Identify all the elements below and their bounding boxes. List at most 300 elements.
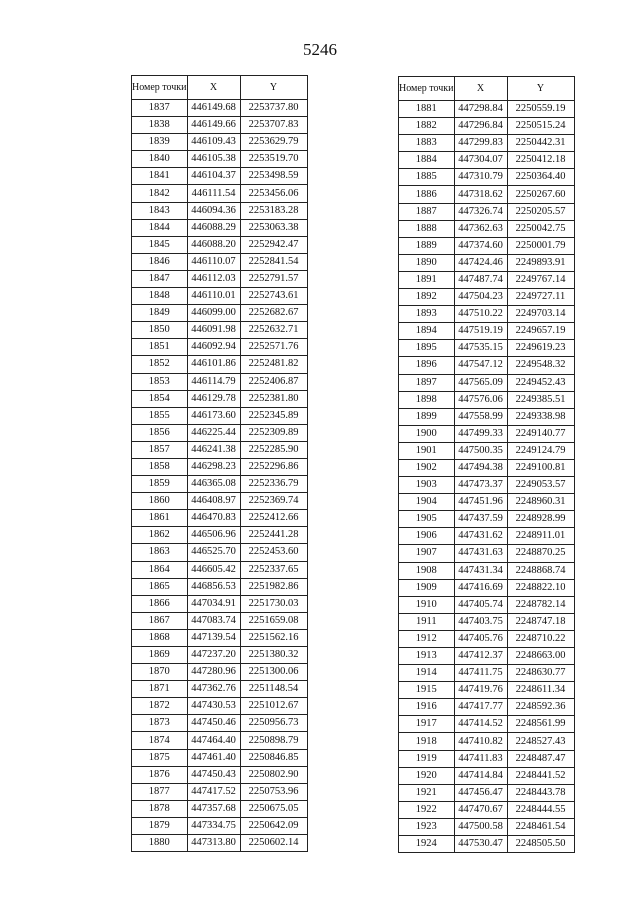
y-coordinate-cell: 2250802.90 — [240, 766, 307, 783]
x-coordinate-cell: 446088.20 — [187, 236, 240, 253]
x-coordinate-cell: 447139.54 — [187, 629, 240, 646]
header-point-number: Номер точки — [132, 76, 188, 100]
table-row — [132, 202, 308, 219]
table-row — [399, 596, 575, 613]
point-number-cell: 1893 — [399, 306, 455, 323]
point-number-cell: 1855 — [132, 407, 188, 424]
point-number-cell: 1881 — [399, 101, 455, 118]
table-row — [399, 118, 575, 135]
point-number-cell: 1896 — [399, 357, 455, 374]
y-coordinate-cell: 2249767.14 — [507, 271, 574, 288]
table-row — [399, 289, 575, 306]
y-coordinate-cell: 2250956.73 — [240, 715, 307, 732]
table-row — [132, 664, 308, 681]
y-coordinate-cell: 2249657.19 — [507, 323, 574, 340]
y-coordinate-cell: 2252336.79 — [240, 476, 307, 493]
y-coordinate-cell: 2248710.22 — [507, 630, 574, 647]
point-number-cell: 1858 — [132, 458, 188, 475]
x-coordinate-cell: 446104.37 — [187, 168, 240, 185]
y-coordinate-cell: 2252791.57 — [240, 270, 307, 287]
table-body-right — [399, 101, 575, 853]
table-row — [399, 716, 575, 733]
y-coordinate-cell: 2248747.18 — [507, 613, 574, 630]
x-coordinate-cell: 447464.40 — [187, 732, 240, 749]
y-coordinate-cell: 2248663.00 — [507, 648, 574, 665]
table-row — [399, 391, 575, 408]
y-coordinate-cell: 2249619.23 — [507, 340, 574, 357]
point-number-cell: 1879 — [132, 817, 188, 834]
y-coordinate-cell: 2248443.78 — [507, 784, 574, 801]
point-number-cell: 1901 — [399, 442, 455, 459]
x-coordinate-cell: 447450.43 — [187, 766, 240, 783]
y-coordinate-cell: 2250898.79 — [240, 732, 307, 749]
table-row — [399, 545, 575, 562]
table-row — [132, 100, 308, 117]
x-coordinate-cell: 446173.60 — [187, 407, 240, 424]
point-number-cell: 1891 — [399, 271, 455, 288]
y-coordinate-cell: 2248928.99 — [507, 511, 574, 528]
table-row — [132, 458, 308, 475]
x-coordinate-cell: 447414.52 — [454, 716, 507, 733]
x-coordinate-cell: 447326.74 — [454, 203, 507, 220]
table-row — [399, 169, 575, 186]
table-row — [132, 783, 308, 800]
table-row — [132, 236, 308, 253]
table-row — [399, 528, 575, 545]
y-coordinate-cell: 2250267.60 — [507, 186, 574, 203]
table-row — [132, 356, 308, 373]
x-coordinate-cell: 447362.63 — [454, 220, 507, 237]
point-number-cell: 1845 — [132, 236, 188, 253]
table-row — [132, 766, 308, 783]
point-number-cell: 1878 — [132, 800, 188, 817]
table-row — [132, 253, 308, 270]
point-number-cell: 1870 — [132, 664, 188, 681]
table-row — [399, 801, 575, 818]
x-coordinate-cell: 447416.69 — [454, 579, 507, 596]
y-coordinate-cell: 2250515.24 — [507, 118, 574, 135]
y-coordinate-cell: 2253707.83 — [240, 117, 307, 134]
y-coordinate-cell: 2248870.25 — [507, 545, 574, 562]
table-row — [399, 613, 575, 630]
table-row — [399, 733, 575, 750]
point-number-cell: 1897 — [399, 374, 455, 391]
x-coordinate-cell: 447547.12 — [454, 357, 507, 374]
point-number-cell: 1887 — [399, 203, 455, 220]
table-row — [399, 836, 575, 853]
table-row — [132, 305, 308, 322]
y-coordinate-cell: 2252309.89 — [240, 424, 307, 441]
x-coordinate-cell: 446506.96 — [187, 527, 240, 544]
y-coordinate-cell: 2248782.14 — [507, 596, 574, 613]
table-row — [399, 442, 575, 459]
y-coordinate-cell: 2253498.59 — [240, 168, 307, 185]
point-number-cell: 1847 — [132, 270, 188, 287]
table-body-left — [132, 100, 308, 852]
x-coordinate-cell: 447456.47 — [454, 784, 507, 801]
table-row — [132, 373, 308, 390]
x-coordinate-cell: 446088.29 — [187, 219, 240, 236]
point-number-cell: 1898 — [399, 391, 455, 408]
y-coordinate-cell: 2252337.65 — [240, 561, 307, 578]
table-row — [132, 219, 308, 236]
x-coordinate-cell: 447304.07 — [454, 152, 507, 169]
point-number-cell: 1843 — [132, 202, 188, 219]
y-coordinate-cell: 2252441.28 — [240, 527, 307, 544]
y-coordinate-cell: 2252453.60 — [240, 544, 307, 561]
table-row — [132, 510, 308, 527]
x-coordinate-cell: 447403.75 — [454, 613, 507, 630]
y-coordinate-cell: 2250364.40 — [507, 169, 574, 186]
y-coordinate-cell: 2248527.43 — [507, 733, 574, 750]
y-coordinate-cell: 2249703.14 — [507, 306, 574, 323]
x-coordinate-cell: 446408.97 — [187, 493, 240, 510]
point-number-cell: 1907 — [399, 545, 455, 562]
x-coordinate-cell: 447310.79 — [454, 169, 507, 186]
table-row — [399, 374, 575, 391]
point-number-cell: 1915 — [399, 682, 455, 699]
table-row — [132, 476, 308, 493]
y-coordinate-cell: 2248444.55 — [507, 801, 574, 818]
y-coordinate-cell: 2253737.80 — [240, 100, 307, 117]
table-row — [399, 271, 575, 288]
point-number-cell: 1869 — [132, 647, 188, 664]
x-coordinate-cell: 447487.74 — [454, 271, 507, 288]
x-coordinate-cell: 447411.83 — [454, 750, 507, 767]
x-coordinate-cell: 447357.68 — [187, 800, 240, 817]
table-row — [399, 408, 575, 425]
table-row — [132, 134, 308, 151]
point-number-cell: 1911 — [399, 613, 455, 630]
y-coordinate-cell: 2253063.38 — [240, 219, 307, 236]
table-row — [132, 527, 308, 544]
table-row — [132, 612, 308, 629]
table-row — [132, 817, 308, 834]
x-coordinate-cell: 447424.46 — [454, 254, 507, 271]
table-row — [399, 340, 575, 357]
x-coordinate-cell: 446110.01 — [187, 288, 240, 305]
point-number-cell: 1837 — [132, 100, 188, 117]
point-number-cell: 1880 — [132, 835, 188, 852]
x-coordinate-cell: 447437.59 — [454, 511, 507, 528]
y-coordinate-cell: 2248561.99 — [507, 716, 574, 733]
table-row — [399, 562, 575, 579]
x-coordinate-cell: 447411.75 — [454, 665, 507, 682]
x-coordinate-cell: 447405.76 — [454, 630, 507, 647]
x-coordinate-cell: 446149.68 — [187, 100, 240, 117]
table-row — [399, 511, 575, 528]
x-coordinate-cell: 447280.96 — [187, 664, 240, 681]
table-row — [132, 578, 308, 595]
x-coordinate-cell: 446114.79 — [187, 373, 240, 390]
x-coordinate-cell: 446092.94 — [187, 339, 240, 356]
point-number-cell: 1876 — [132, 766, 188, 783]
x-coordinate-cell: 447417.77 — [454, 699, 507, 716]
x-coordinate-cell: 447313.80 — [187, 835, 240, 852]
y-coordinate-cell: 2248960.31 — [507, 494, 574, 511]
point-number-cell: 1838 — [132, 117, 188, 134]
point-number-cell: 1890 — [399, 254, 455, 271]
y-coordinate-cell: 2250602.14 — [240, 835, 307, 852]
x-coordinate-cell: 447410.82 — [454, 733, 507, 750]
x-coordinate-cell: 447298.84 — [454, 101, 507, 118]
point-number-cell: 1910 — [399, 596, 455, 613]
point-number-cell: 1846 — [132, 253, 188, 270]
y-coordinate-cell: 2250442.31 — [507, 135, 574, 152]
point-number-cell: 1873 — [132, 715, 188, 732]
point-number-cell: 1899 — [399, 408, 455, 425]
x-coordinate-cell: 447414.84 — [454, 767, 507, 784]
point-number-cell: 1868 — [132, 629, 188, 646]
x-coordinate-cell: 447461.40 — [187, 749, 240, 766]
table-row — [132, 800, 308, 817]
y-coordinate-cell: 2249385.51 — [507, 391, 574, 408]
point-number-cell: 1875 — [132, 749, 188, 766]
x-coordinate-cell: 447430.53 — [187, 698, 240, 715]
table-row — [132, 288, 308, 305]
x-coordinate-cell: 446856.53 — [187, 578, 240, 595]
point-number-cell: 1852 — [132, 356, 188, 373]
y-coordinate-cell: 2249124.79 — [507, 442, 574, 459]
x-coordinate-cell: 446105.38 — [187, 151, 240, 168]
y-coordinate-cell: 2250753.96 — [240, 783, 307, 800]
table-row — [399, 135, 575, 152]
y-coordinate-cell: 2249140.77 — [507, 425, 574, 442]
table-row — [399, 750, 575, 767]
table-row — [132, 493, 308, 510]
table-row — [132, 715, 308, 732]
table-row — [399, 818, 575, 835]
x-coordinate-cell: 447576.06 — [454, 391, 507, 408]
table-row — [399, 767, 575, 784]
table-row — [399, 101, 575, 118]
y-coordinate-cell: 2251562.16 — [240, 629, 307, 646]
x-coordinate-cell: 447535.15 — [454, 340, 507, 357]
y-coordinate-cell: 2252381.80 — [240, 390, 307, 407]
point-number-cell: 1874 — [132, 732, 188, 749]
point-number-cell: 1871 — [132, 681, 188, 698]
x-coordinate-cell: 447034.91 — [187, 595, 240, 612]
x-coordinate-cell: 447470.67 — [454, 801, 507, 818]
y-coordinate-cell: 2253519.70 — [240, 151, 307, 168]
x-coordinate-cell: 446111.54 — [187, 185, 240, 202]
y-coordinate-cell: 2252632.71 — [240, 322, 307, 339]
table-row — [399, 306, 575, 323]
y-coordinate-cell: 2249452.43 — [507, 374, 574, 391]
point-number-cell: 1905 — [399, 511, 455, 528]
y-coordinate-cell: 2252296.86 — [240, 458, 307, 475]
y-coordinate-cell: 2249727.11 — [507, 289, 574, 306]
y-coordinate-cell: 2248911.01 — [507, 528, 574, 545]
header-y: Y — [507, 77, 574, 101]
y-coordinate-cell: 2248487.47 — [507, 750, 574, 767]
x-coordinate-cell: 447296.84 — [454, 118, 507, 135]
point-number-cell: 1849 — [132, 305, 188, 322]
y-coordinate-cell: 2252743.61 — [240, 288, 307, 305]
table-row — [132, 407, 308, 424]
y-coordinate-cell: 2251730.03 — [240, 595, 307, 612]
point-number-cell: 1922 — [399, 801, 455, 818]
x-coordinate-cell: 447431.62 — [454, 528, 507, 545]
table-row — [132, 835, 308, 852]
x-coordinate-cell: 446110.07 — [187, 253, 240, 270]
point-number-cell: 1895 — [399, 340, 455, 357]
x-coordinate-cell: 447237.20 — [187, 647, 240, 664]
y-coordinate-cell: 2252841.54 — [240, 253, 307, 270]
point-number-cell: 1882 — [399, 118, 455, 135]
point-number-cell: 1921 — [399, 784, 455, 801]
y-coordinate-cell: 2248630.77 — [507, 665, 574, 682]
y-coordinate-cell: 2250001.79 — [507, 237, 574, 254]
point-number-cell: 1861 — [132, 510, 188, 527]
table-header-row — [132, 76, 308, 100]
x-coordinate-cell: 447412.37 — [454, 648, 507, 665]
table-row — [132, 561, 308, 578]
y-coordinate-cell: 2249100.81 — [507, 459, 574, 476]
y-coordinate-cell: 2248822.10 — [507, 579, 574, 596]
y-coordinate-cell: 2253629.79 — [240, 134, 307, 151]
y-coordinate-cell: 2252285.90 — [240, 441, 307, 458]
x-coordinate-cell: 446365.08 — [187, 476, 240, 493]
table-row — [399, 220, 575, 237]
point-number-cell: 1841 — [132, 168, 188, 185]
y-coordinate-cell: 2252412.66 — [240, 510, 307, 527]
table-row — [132, 749, 308, 766]
x-coordinate-cell: 446298.23 — [187, 458, 240, 475]
coordinates-table-left — [131, 75, 308, 852]
y-coordinate-cell: 2252406.87 — [240, 373, 307, 390]
y-coordinate-cell: 2250412.18 — [507, 152, 574, 169]
point-number-cell: 1860 — [132, 493, 188, 510]
x-coordinate-cell: 447558.99 — [454, 408, 507, 425]
header-point-number: Номер точки — [399, 77, 455, 101]
table-row — [132, 647, 308, 664]
table-row — [399, 648, 575, 665]
x-coordinate-cell: 446099.00 — [187, 305, 240, 322]
x-coordinate-cell: 447504.23 — [454, 289, 507, 306]
point-number-cell: 1912 — [399, 630, 455, 647]
table-row — [399, 203, 575, 220]
point-number-cell: 1844 — [132, 219, 188, 236]
point-number-cell: 1920 — [399, 767, 455, 784]
x-coordinate-cell: 447500.35 — [454, 442, 507, 459]
y-coordinate-cell: 2251982.86 — [240, 578, 307, 595]
point-number-cell: 1903 — [399, 477, 455, 494]
y-coordinate-cell: 2251659.08 — [240, 612, 307, 629]
table-row — [399, 357, 575, 374]
table-row — [132, 270, 308, 287]
point-number-cell: 1909 — [399, 579, 455, 596]
point-number-cell: 1917 — [399, 716, 455, 733]
table-row — [132, 185, 308, 202]
x-coordinate-cell: 447362.76 — [187, 681, 240, 698]
table-row — [399, 237, 575, 254]
x-coordinate-cell: 446241.38 — [187, 441, 240, 458]
x-coordinate-cell: 447494.38 — [454, 459, 507, 476]
y-coordinate-cell: 2248505.50 — [507, 836, 574, 853]
x-coordinate-cell: 447083.74 — [187, 612, 240, 629]
y-coordinate-cell: 2248611.34 — [507, 682, 574, 699]
table-row — [399, 665, 575, 682]
x-coordinate-cell: 446094.36 — [187, 202, 240, 219]
x-coordinate-cell: 446091.98 — [187, 322, 240, 339]
point-number-cell: 1863 — [132, 544, 188, 561]
table-row — [132, 424, 308, 441]
x-coordinate-cell: 447510.22 — [454, 306, 507, 323]
point-number-cell: 1865 — [132, 578, 188, 595]
table-row — [399, 425, 575, 442]
x-coordinate-cell: 447500.58 — [454, 818, 507, 835]
x-coordinate-cell: 446129.78 — [187, 390, 240, 407]
x-coordinate-cell: 447334.75 — [187, 817, 240, 834]
y-coordinate-cell: 2252345.89 — [240, 407, 307, 424]
point-number-cell: 1918 — [399, 733, 455, 750]
table-row — [132, 322, 308, 339]
x-coordinate-cell: 446470.83 — [187, 510, 240, 527]
y-coordinate-cell: 2250642.09 — [240, 817, 307, 834]
point-number-cell: 1864 — [132, 561, 188, 578]
x-coordinate-cell: 447318.62 — [454, 186, 507, 203]
x-coordinate-cell: 447530.47 — [454, 836, 507, 853]
table-row — [399, 152, 575, 169]
header-x: X — [454, 77, 507, 101]
y-coordinate-cell: 2252682.67 — [240, 305, 307, 322]
y-coordinate-cell: 2251012.67 — [240, 698, 307, 715]
header-y: Y — [240, 76, 307, 100]
y-coordinate-cell: 2249338.98 — [507, 408, 574, 425]
y-coordinate-cell: 2251148.54 — [240, 681, 307, 698]
table-row — [132, 441, 308, 458]
table-row — [399, 477, 575, 494]
y-coordinate-cell: 2248441.52 — [507, 767, 574, 784]
table-row — [132, 117, 308, 134]
point-number-cell: 1867 — [132, 612, 188, 629]
x-coordinate-cell: 447519.19 — [454, 323, 507, 340]
x-coordinate-cell: 447451.96 — [454, 494, 507, 511]
x-coordinate-cell: 447405.74 — [454, 596, 507, 613]
header-x: X — [187, 76, 240, 100]
table-row — [132, 681, 308, 698]
table-row — [132, 629, 308, 646]
y-coordinate-cell: 2248868.74 — [507, 562, 574, 579]
point-number-cell: 1900 — [399, 425, 455, 442]
y-coordinate-cell: 2248592.36 — [507, 699, 574, 716]
table-row — [399, 699, 575, 716]
coordinates-table-right — [398, 76, 575, 853]
point-number-cell: 1888 — [399, 220, 455, 237]
table-row — [132, 544, 308, 561]
y-coordinate-cell: 2250559.19 — [507, 101, 574, 118]
point-number-cell: 1848 — [132, 288, 188, 305]
x-coordinate-cell: 447431.34 — [454, 562, 507, 579]
point-number-cell: 1854 — [132, 390, 188, 407]
y-coordinate-cell: 2249053.57 — [507, 477, 574, 494]
y-coordinate-cell: 2252369.74 — [240, 493, 307, 510]
y-coordinate-cell: 2253183.28 — [240, 202, 307, 219]
point-number-cell: 1859 — [132, 476, 188, 493]
point-number-cell: 1914 — [399, 665, 455, 682]
y-coordinate-cell: 2253456.06 — [240, 185, 307, 202]
point-number-cell: 1857 — [132, 441, 188, 458]
point-number-cell: 1840 — [132, 151, 188, 168]
point-number-cell: 1872 — [132, 698, 188, 715]
point-number-cell: 1892 — [399, 289, 455, 306]
point-number-cell: 1906 — [399, 528, 455, 545]
x-coordinate-cell: 446101.86 — [187, 356, 240, 373]
x-coordinate-cell: 447499.33 — [454, 425, 507, 442]
table-row — [399, 579, 575, 596]
point-number-cell: 1889 — [399, 237, 455, 254]
